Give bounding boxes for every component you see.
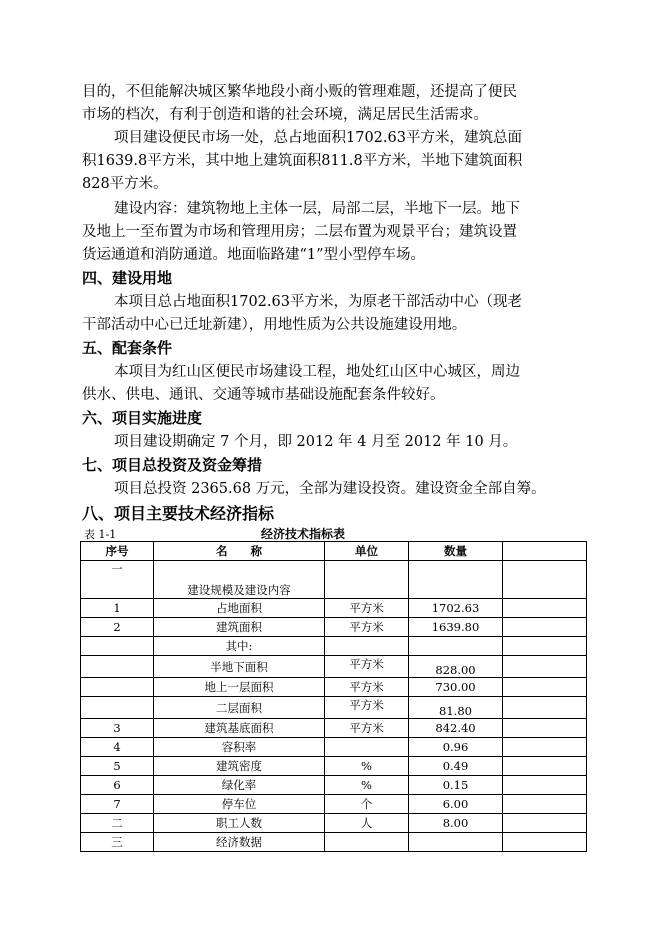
table-cell: 5 bbox=[81, 757, 154, 776]
table-cell: 职工人数 bbox=[154, 814, 325, 833]
header-cell: 序号 bbox=[81, 542, 154, 561]
section-heading: 六、项目实施进度 bbox=[82, 409, 203, 427]
table-cell: 842.40 bbox=[409, 719, 503, 738]
body-line: 本项目总占地面积1702.63平方米，为原老干部活动中心（现老 bbox=[114, 294, 522, 310]
table-cell bbox=[325, 738, 409, 757]
table-cell: 6.00 bbox=[409, 795, 503, 814]
table-cell: 平方米 bbox=[325, 618, 409, 637]
body-line: 市场的档次，有利于创造和谐的社会环境，满足居民生活需求。 bbox=[82, 107, 488, 123]
table-cell bbox=[503, 637, 587, 656]
header-cell: 单位 bbox=[325, 542, 409, 561]
table-cell: % bbox=[325, 757, 409, 776]
table-row bbox=[81, 599, 587, 618]
header-cell: 数量 bbox=[409, 542, 503, 561]
table-cell: 平方米 bbox=[325, 656, 409, 678]
table-cell: 停车位 bbox=[154, 795, 325, 814]
section-heading: 五、配套条件 bbox=[82, 339, 173, 357]
table-cell: 占地面积 bbox=[154, 599, 325, 618]
table-row bbox=[81, 814, 587, 833]
table-row bbox=[81, 776, 587, 795]
table-row bbox=[81, 719, 587, 738]
header-cell: 名 称 bbox=[154, 542, 325, 561]
table-cell: 828.00 bbox=[409, 656, 503, 678]
table-row bbox=[81, 833, 587, 852]
header-cell bbox=[503, 542, 587, 561]
table-cell: 半地下面积 bbox=[154, 656, 325, 678]
table-cell: 建筑密度 bbox=[154, 757, 325, 776]
table-row bbox=[81, 656, 587, 678]
body-line: 项目建设期确定 7 个月，即 2012 年 4 月至 2012 年 10 月。 bbox=[114, 434, 518, 450]
table-cell: 经济数据 bbox=[154, 833, 325, 852]
table-cell: 其中: bbox=[154, 637, 325, 656]
table-label: 表 1-1 bbox=[84, 528, 117, 541]
body-line: 本项目为红山区便民市场建设工程，地处红山区中心城区，周边 bbox=[114, 364, 520, 380]
table-cell: 1639.80 bbox=[409, 618, 503, 637]
body-line: 828平方米。 bbox=[82, 176, 168, 192]
table-cell bbox=[503, 776, 587, 795]
table-cell: 三 bbox=[81, 833, 154, 852]
table-cell: 3 bbox=[81, 719, 154, 738]
table-cell: 4 bbox=[81, 738, 154, 757]
table-cell bbox=[503, 814, 587, 833]
table-row bbox=[81, 561, 587, 599]
section-heading: 八、项目主要技术经济指标 bbox=[82, 504, 275, 523]
body-line: 供水、供电、通讯、交通等城市基础设施配套条件较好。 bbox=[82, 387, 445, 403]
table-cell bbox=[503, 795, 587, 814]
table-cell: 二 bbox=[81, 814, 154, 833]
body-line: 货运通道和消防通道。地面临路建“1”型小型停车场。 bbox=[82, 247, 426, 263]
body-line: 项目建设便民市场一处，总占地面积1702.63平方米，建筑总面 bbox=[114, 130, 522, 146]
table-cell: 1702.63 bbox=[409, 599, 503, 618]
table-cell: 建筑面积 bbox=[154, 618, 325, 637]
table-row bbox=[81, 795, 587, 814]
table-cell: 容积率 bbox=[154, 738, 325, 757]
body-line: 积1639.8平方米，其中地上建筑面积811.8平方米，半地下建筑面积 bbox=[82, 153, 523, 169]
table-row bbox=[81, 678, 587, 697]
table-cell: 平方米 bbox=[325, 719, 409, 738]
table-cell bbox=[81, 678, 154, 697]
table-cell bbox=[409, 561, 503, 599]
table-cell bbox=[325, 637, 409, 656]
table-cell: 8.00 bbox=[409, 814, 503, 833]
body-line: 目的，不但能解决城区繁华地段小商小贩的管理难题，还提高了便民 bbox=[82, 84, 517, 100]
table-cell bbox=[503, 599, 587, 618]
table-cell: 6 bbox=[81, 776, 154, 795]
table-row bbox=[81, 757, 587, 776]
table-row bbox=[81, 697, 587, 719]
body-line: 项目总投资 2365.68 万元，全部为建设投资。建设资金全部自筹。 bbox=[114, 481, 546, 497]
table-cell: 81.80 bbox=[409, 697, 503, 719]
table-cell bbox=[503, 833, 587, 852]
table-cell: 地上一层面积 bbox=[154, 678, 325, 697]
table-cell bbox=[409, 637, 503, 656]
table-cell: 平方米 bbox=[325, 697, 409, 719]
body-line: 建设内容：建筑物地上主体一层，局部二层，半地下一层。地下 bbox=[114, 201, 520, 217]
table-cell bbox=[503, 719, 587, 738]
table-title: 经济技术指标表 bbox=[261, 527, 346, 541]
table-cell bbox=[325, 561, 409, 599]
table-cell bbox=[503, 738, 587, 757]
table-cell: 0.49 bbox=[409, 757, 503, 776]
table-cell bbox=[503, 656, 587, 678]
table-cell bbox=[503, 678, 587, 697]
table-cell: 0.15 bbox=[409, 776, 503, 795]
table-cell bbox=[81, 697, 154, 719]
table-cell: 一 bbox=[81, 561, 154, 599]
table-cell bbox=[81, 656, 154, 678]
economic-indicator-table bbox=[80, 541, 587, 852]
table-cell: 0.96 bbox=[409, 738, 503, 757]
body-line: 及地上一至布置为市场和管理用房；二层布置为观景平台；建筑设置 bbox=[82, 224, 517, 240]
table-cell bbox=[503, 561, 587, 599]
table-cell: 建设规模及建设内容 bbox=[154, 561, 325, 599]
section-heading: 七、项目总投资及资金筹措 bbox=[82, 456, 263, 474]
table-cell: 2 bbox=[81, 618, 154, 637]
table-cell bbox=[325, 833, 409, 852]
table-cell: 平方米 bbox=[325, 599, 409, 618]
table-cell bbox=[503, 618, 587, 637]
body-line: 干部活动中心已迁址新建），用地性质为公共设施建设用地。 bbox=[82, 317, 467, 333]
table-cell bbox=[409, 833, 503, 852]
table-cell bbox=[503, 697, 587, 719]
table-row bbox=[81, 618, 587, 637]
table-cell: 平方米 bbox=[325, 678, 409, 697]
table-row bbox=[81, 637, 587, 656]
section-heading: 四、建设用地 bbox=[82, 269, 173, 287]
table-cell: 人 bbox=[325, 814, 409, 833]
table-cell: 1 bbox=[81, 599, 154, 618]
table-cell: 个 bbox=[325, 795, 409, 814]
table-cell bbox=[81, 637, 154, 656]
table-cell: 二层面积 bbox=[154, 697, 325, 719]
table-cell: 绿化率 bbox=[154, 776, 325, 795]
table-cell: 建筑基底面积 bbox=[154, 719, 325, 738]
table-cell bbox=[503, 757, 587, 776]
table-cell: 730.00 bbox=[409, 678, 503, 697]
table-header-row bbox=[81, 542, 587, 561]
table-cell: % bbox=[325, 776, 409, 795]
table-row bbox=[81, 738, 587, 757]
table-cell: 7 bbox=[81, 795, 154, 814]
